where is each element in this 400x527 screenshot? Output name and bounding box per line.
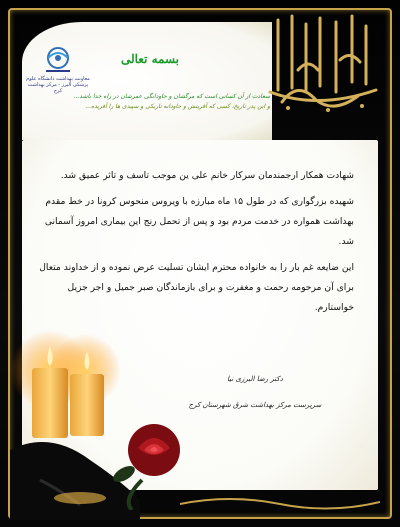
signature-name: دکتر رضا البرزی نیا bbox=[227, 375, 283, 383]
org-logo bbox=[36, 44, 80, 78]
quote-line-2: و این پدر تاریخ، کسی که آفرینش و جاودانه تاریکی و سپیدی ها را آفریده... bbox=[85, 102, 270, 110]
calligraphy-icon bbox=[258, 10, 386, 120]
calligraphy-image bbox=[258, 10, 386, 120]
basmala: بسمه تعالی bbox=[120, 52, 180, 66]
gold-ornament bbox=[180, 492, 380, 514]
health-center-logo-icon bbox=[36, 44, 80, 78]
header-quote bbox=[70, 92, 270, 111]
paragraph-1: شهادت همکار ارجمندمان سرکار خانم علی ین موجب تاسف و تاثر عمیق شد. bbox=[60, 170, 354, 181]
ornament-icon bbox=[180, 492, 380, 514]
org-name: معاونت بهداشت دانشگاه علوم پزشکی البرز - مرکز بهداشت کرج bbox=[26, 76, 90, 94]
paragraph-2: شهیده بزرگواری که در طول ۱۵ ماه مبارزه با ویروس منحوس کرونا در خط مقدم بهداشت همواره در خدمت مردم بود و پس از تحمل رنج این بیماری امروز آسمانی شد. bbox=[44, 196, 354, 247]
paragraph-3: این ضایعه غم بار را به خانواده محترم ایشان تسلیت عرض نموده و از خداوند متعال برای آن مرحومه رحمت و مغفرت و برای بازماندگان صبر جمیل و اجر جزیل خواستارم. bbox=[39, 262, 354, 313]
letter-body bbox=[36, 166, 354, 318]
signature-title: سرپرست مرکز بهداشت شرق شهرستان کرج bbox=[188, 401, 322, 409]
quote-line-1: سعادت از آن کسانی است که مرگشان و جاودانگی عمرشان در راه خدا باشد... bbox=[73, 93, 270, 100]
